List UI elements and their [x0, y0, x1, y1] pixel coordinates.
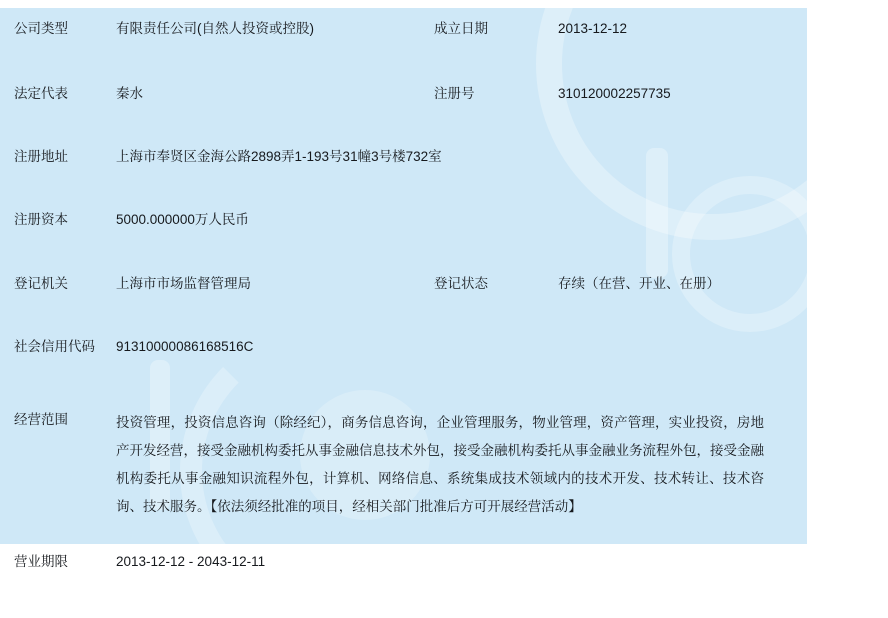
company-info-page [0, 8, 807, 569]
info-table [0, 8, 807, 572]
row-value-reg-status: 存续（在营、开业、在册） [558, 276, 720, 291]
table-row [0, 83, 807, 104]
table-row [0, 273, 807, 294]
row-value-business-scope: 投资管理，投资信息咨询（除经纪），商务信息咨询，企业管理服务，物业管理，资产管理，实业投资，房地产开发经营，接受金融机构委托从事金融信息技术外包，接受金融机构委托从事金融业务流程外包，接受金融机构委托从事金融知识流程外包，计算机、网络信息、系统集成技术领域内的技术开发、技术转让、技术咨询、技术服务。【依法须经批准的项目，经相关部门批准后方可开展经营活动】 [116, 415, 764, 514]
row-label-legal-rep: 法定代表 [14, 86, 68, 101]
row-label-credit-code: 社会信用代码 [14, 339, 95, 354]
row-label-establish-date: 成立日期 [434, 21, 488, 36]
row-label-reg-status: 登记状态 [434, 276, 488, 291]
row-label-company-type: 公司类型 [14, 21, 68, 36]
row-value-credit-code: 91310000086168516C [116, 339, 254, 354]
table-row [0, 8, 807, 39]
row-value-establish-date: 2013-12-12 [558, 21, 628, 36]
table-row-credit-code [0, 336, 807, 357]
row-value-company-type: 有限责任公司(自然人投资或控股) [116, 21, 314, 36]
row-value-reg-capital: 5000.000000万人民币 [116, 212, 249, 227]
row-value-legal-rep: 秦水 [116, 86, 143, 101]
row-label-reg-capital: 注册资本 [14, 212, 68, 227]
table-row [0, 209, 807, 230]
row-value-business-term: 2013-12-12 - 2043-12-11 [116, 554, 266, 569]
table-row-business-scope [0, 409, 807, 521]
row-label-business-scope: 经营范围 [14, 412, 68, 427]
row-value-reg-number: 310120002257735 [558, 86, 671, 101]
row-label-reg-address: 注册地址 [14, 149, 68, 164]
row-label-business-term: 营业期限 [14, 554, 68, 569]
row-value-reg-address: 上海市奉贤区金海公路2898弄1-193号31幢3号楼732室 [116, 149, 442, 164]
row-label-reg-number: 注册号 [434, 86, 475, 101]
row-value-reg-authority: 上海市市场监督管理局 [116, 276, 251, 291]
table-row-business-term [0, 551, 807, 572]
table-row [0, 146, 807, 167]
row-label-reg-authority: 登记机关 [14, 276, 68, 291]
